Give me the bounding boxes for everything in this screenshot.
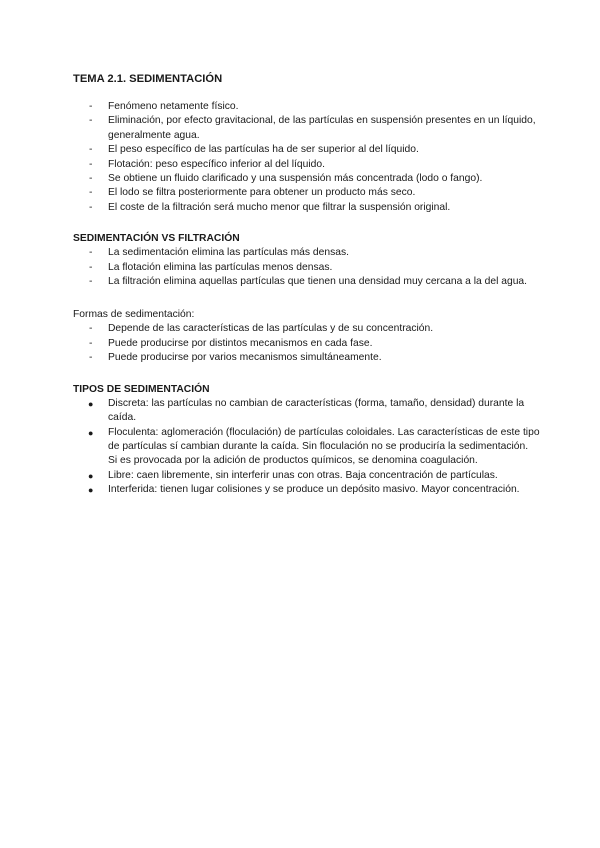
list-item: - El coste de la filtración será mucho menor que filtrar la suspensión original. xyxy=(73,201,540,215)
section-heading-tipos: TIPOS DE SEDIMENTACIÓN xyxy=(73,383,210,395)
dash-marker: - xyxy=(89,261,93,273)
dash-marker: - xyxy=(89,352,93,364)
list-item: ● Libre: caen libremente, sin interferir unas con otras. Baja concentración de partículas. xyxy=(73,469,540,483)
dash-marker: - xyxy=(89,158,93,170)
list-item: - Flotación: peso específico inferior al del líquido. xyxy=(73,158,540,172)
list-item: - La filtración elimina aquellas partículas que tienen una densidad muy cercana a la del agua. xyxy=(73,275,540,289)
list-item: - Puede producirse por varios mecanismos simultáneamente. xyxy=(73,351,540,365)
list-item: - Puede producirse por distintos mecanismos en cada fase. xyxy=(73,337,540,351)
dash-marker: - xyxy=(89,276,93,288)
document-title: TEMA 2.1. SEDIMENTACIÓN xyxy=(73,73,223,85)
tipos-list xyxy=(73,397,540,498)
dash-marker: - xyxy=(89,115,93,127)
dash-marker: - xyxy=(89,173,93,185)
dash-marker: - xyxy=(89,337,93,349)
list-item: - El peso específico de las partículas ha de ser superior al del líquido. xyxy=(73,143,540,157)
bullet-icon: ● xyxy=(88,398,94,409)
section-heading-vs: SEDIMENTACIÓN VS FILTRACIÓN xyxy=(73,233,240,245)
dash-marker: - xyxy=(89,247,93,259)
list-item: ● Interferida: tienen lugar colisiones y se produce un depósito masivo. Mayor concentración. xyxy=(73,483,540,497)
list-item: - El lodo se filtra posteriormente para obtener un producto más seco. xyxy=(73,186,540,200)
dash-marker: - xyxy=(89,323,93,335)
intro-list xyxy=(73,100,540,215)
list-item: - La sedimentación elimina las partículas más densas. xyxy=(73,246,540,260)
bullet-icon: ● xyxy=(88,470,94,481)
list-item: - Se obtiene un fluido clarificado y una suspensión más concentrada (lodo o fango). xyxy=(73,172,540,186)
vs-list xyxy=(73,246,540,289)
list-item: ● Floculenta: aglomeración (floculación) de partículas coloidales. Las características de este tipo de partículas sí cambian durante la caída. Sin floculación no se produciría la sedimentación. Si es provocada por la adición de productos químicos, se denomina coagulación. xyxy=(88,426,540,467)
dash-marker: - xyxy=(89,101,93,112)
list-item: ● Discreta: las partículas no cambian de características (forma, tamaño, densidad) durante la caída. xyxy=(88,397,525,424)
bullet-icon: ● xyxy=(88,427,94,438)
list-item: - Depende de las características de las partículas y de su concentración. xyxy=(73,322,540,336)
list-item: - Eliminación, por efecto gravitacional, de las partículas en suspensión presentes en un líquido, generalmente agua. xyxy=(89,115,536,141)
dash-marker: - xyxy=(89,201,93,213)
formas-list xyxy=(73,322,540,365)
section-heading-formas: Formas de sedimentación: xyxy=(73,309,195,321)
list-item: - Fenómeno netamente físico. xyxy=(73,100,540,114)
list-item: - La flotación elimina las partículas menos densas. xyxy=(73,261,540,275)
dash-marker: - xyxy=(89,187,93,199)
dash-marker: - xyxy=(89,144,93,156)
bullet-icon: ● xyxy=(88,485,94,496)
